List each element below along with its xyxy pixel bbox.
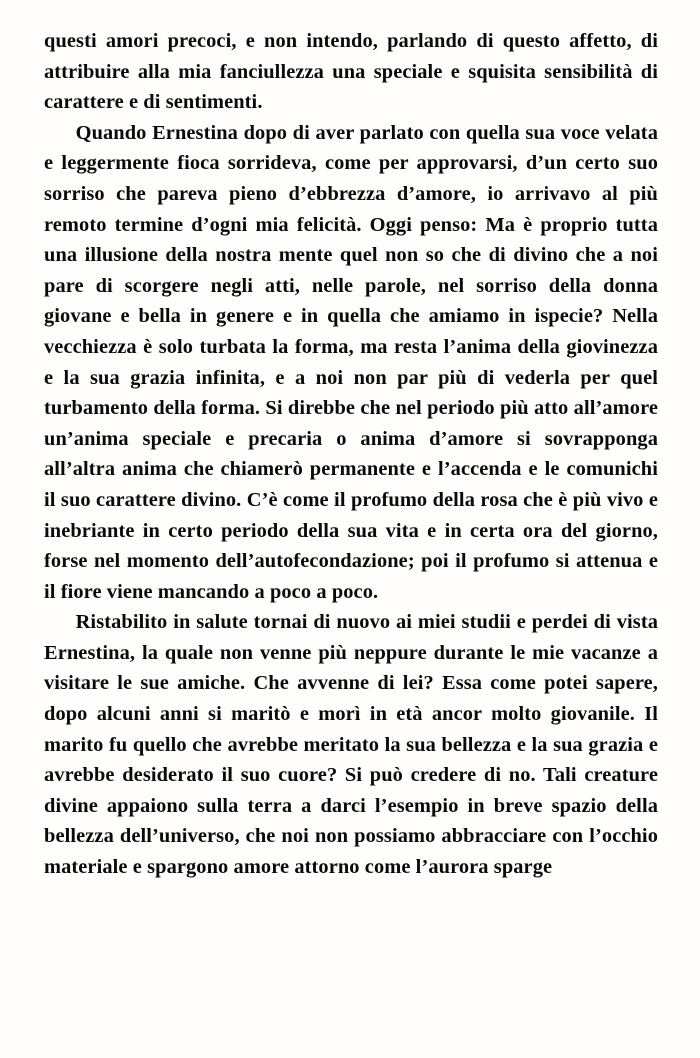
page-body-text: [44, 26, 658, 883]
paragraph: Quando Ernestina dopo di aver parlato con quella sua voce velata e leggermente fioca sorrideva, come per approvarsi, d’un certo suo sorriso che pareva pieno d’ebbrezza d’amore, io arrivavo al più remoto termine d’ogni mia felicità. Oggi penso: Ma è proprio tutta una illusione della nostra mente quel non so che di divino che a noi pare di scorgere negli atti, nelle parole, nel sorriso della donna giovane e bella in genere e in quella che amiamo in ispecie? Nella vecchiezza è solo turbata la forma, ma resta l’anima della giovinezza e la sua grazia infinita, e a noi non par più di vederla per quel turbamento della forma. Si direbbe che nel periodo più atto all’amore un’anima speciale e precaria o anima d’amore si sovrapponga all’altra anima che chiamerò permanente e l’accenda e le comunichi il suo carattere divino. C’è come il profumo della rosa che è più vivo e inebriante in certo periodo della sua vita e in certa ora del giorno, forse nel momento dell’autofecondazione; poi il profumo si attenua e il fiore viene mancando a poco a poco.: [44, 121, 658, 603]
paragraph: questi amori precoci, e non intendo, parlando di questo affetto, di attribuire alla mia fanciullezza una speciale e squisita sensibilità di carattere e di sentimenti.: [44, 30, 658, 114]
paragraph: Ristabilito in salute tornai di nuovo ai miei studii e perdei di vista Ernestina, la quale non venne più neppure durante le mie vacanze a visitare le sue amiche. Che avvenne di lei? Essa come potei sapere, dopo alcuni anni si maritò e morì in età ancor molto giovanile. Il marito fu quello che avrebbe meritato la sua bellezza e la sua grazia e avrebbe desiderato il suo cuore? Si può credere di no. Tali creature divine appaiono sulla terra a darci l’esempio in breve spazio della bellezza dell’universo, che noi non possiamo abbracciare con l’occhio materiale e spargono amore attorno come l’aurora sparge: [44, 611, 658, 879]
